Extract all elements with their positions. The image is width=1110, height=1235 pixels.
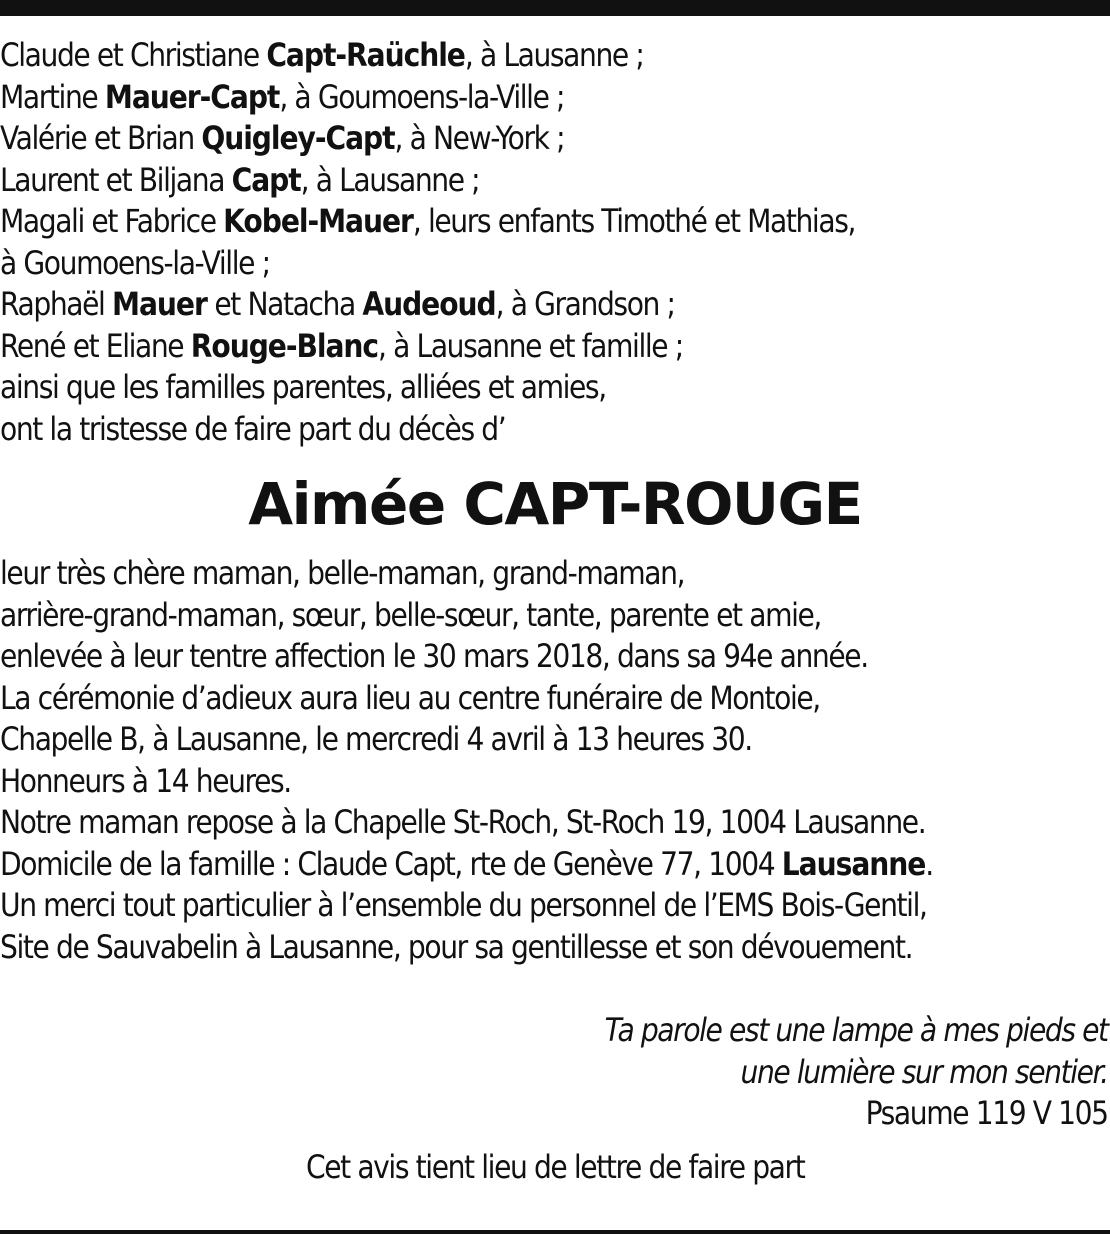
family-line: Valérie et Brian Quigley-Capt, à New-York ; bbox=[0, 119, 565, 157]
family-line: Laurent et Biljana Capt, à Lausanne ; bbox=[0, 160, 480, 199]
detail-line: Un merci tout particulier à l’ensemble du personnel de l’EMS Bois-Gentil, bbox=[0, 886, 927, 924]
detail-line: arrière-grand-maman, sœur, belle-sœur, tante, parente et amie, bbox=[0, 595, 821, 634]
family-line: Martine Mauer-Capt, à Goumoens-la-Ville ; bbox=[0, 77, 565, 116]
family-surname: Quigley-Capt bbox=[201, 119, 395, 157]
family-surname: Audeoud bbox=[362, 285, 496, 323]
detail-line: Honneurs à 14 heures. bbox=[0, 761, 291, 800]
families-list bbox=[0, 35, 1110, 450]
deceased-name: Aimée CAPT-ROUGE bbox=[248, 470, 862, 538]
quote-line-2: une lumière sur mon sentier. bbox=[740, 1052, 1108, 1091]
family-line: ont la tristesse de faire part du décès d’ bbox=[0, 409, 506, 448]
detail-line: Notre maman repose à la Chapelle St-Roch, St-Roch 19, 1004 Lausanne. bbox=[0, 803, 926, 841]
family-surname: Kobel-Mauer bbox=[223, 202, 413, 240]
top-rule bbox=[0, 0, 1110, 16]
footer-note-text: Cet avis tient lieu de lettre de faire part bbox=[305, 1148, 805, 1186]
bottom-rule bbox=[0, 1230, 1110, 1234]
footer-note bbox=[0, 1147, 1110, 1189]
notice-details bbox=[0, 553, 1110, 968]
family-line: ainsi que les familles parentes, alliées et amies, bbox=[0, 368, 606, 406]
family-surname: Capt bbox=[231, 160, 301, 199]
family-line: à Goumoens-la-Ville ; bbox=[0, 243, 270, 282]
detail-line: Chapelle B, à Lausanne, le mercredi 4 avril à 13 heures 30. bbox=[0, 720, 752, 758]
detail-line: Site de Sauvabelin à Lausanne, pour sa gentillesse et son dévouement. bbox=[0, 927, 913, 966]
psalm-quote bbox=[536, 1010, 1108, 1135]
detail-line: leur très chère maman, belle-maman, grand-maman, bbox=[0, 554, 685, 592]
detail-line: La cérémonie d’adieux aura lieu au centre funéraire de Montoie, bbox=[0, 678, 820, 717]
detail-line: Domicile de la famille : Claude Capt, rte de Genève 77, 1004 Lausanne. bbox=[0, 844, 933, 883]
family-surname: Rouge-Blanc bbox=[190, 326, 379, 365]
family-line: Claude et Christiane Capt-Raüchle, à Lausanne ; bbox=[0, 36, 644, 74]
family-surname: Capt-Raüchle bbox=[266, 36, 465, 74]
detail-line: enlevée à leur tentre affection le 30 mars 2018, dans sa 94e année. bbox=[0, 637, 868, 675]
family-line: Raphaël Mauer et Natacha Audeoud, à Grandson ; bbox=[0, 285, 675, 323]
quote-line-1: Ta parole est une lampe à mes pieds et bbox=[604, 1011, 1108, 1049]
family-line: René et Eliane Rouge-Blanc, à Lausanne et famille ; bbox=[0, 326, 683, 365]
family-address-city: Lausanne bbox=[781, 844, 926, 883]
family-line: Magali et Fabrice Kobel-Mauer, leurs enfants Timothé et Mathias, bbox=[0, 202, 856, 240]
quote-reference: Psaume 119 V 105 bbox=[865, 1094, 1108, 1132]
family-surname: Mauer bbox=[112, 285, 207, 323]
family-surname: Mauer-Capt bbox=[104, 77, 280, 116]
